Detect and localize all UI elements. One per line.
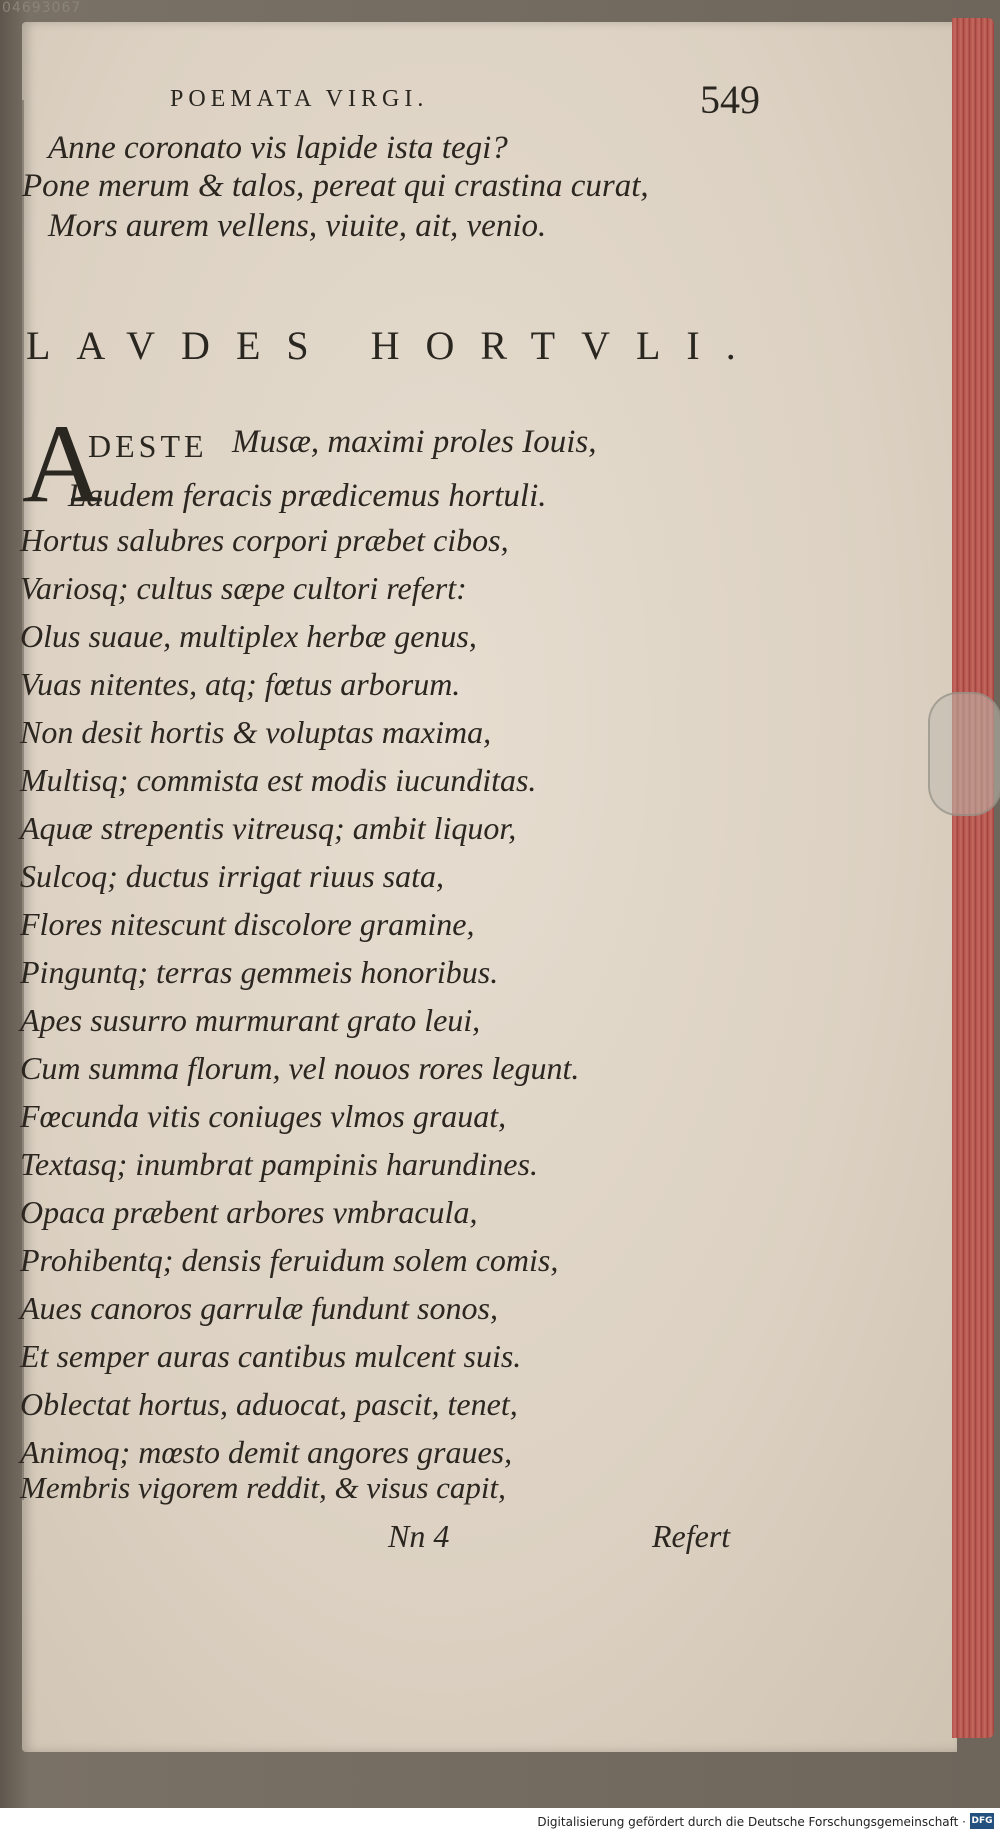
- page-header: [170, 77, 760, 122]
- scan-watermark: 04693067: [2, 0, 82, 16]
- verse-line: Apes susurro murmurant grato leui,: [20, 1002, 481, 1038]
- carryover-line: Pone merum & talos, pereat qui crastina curat,: [22, 168, 649, 204]
- verse-line: Prohibentq; densis feruidum solem comis,: [20, 1242, 559, 1278]
- page-number: 549: [700, 77, 760, 122]
- poem-title: LAVDES HORTVLI.: [26, 323, 762, 368]
- credit-text: Digitalisierung gefördert durch die Deutsche Forschungsgemeinschaft ·: [537, 1815, 966, 1829]
- verse-line: Oblectat hortus, aduocat, pascit, tenet,: [20, 1386, 518, 1422]
- drop-cap: A: [22, 402, 103, 526]
- verse-line: Et semper auras cantibus mulcent suis.: [20, 1338, 522, 1374]
- dfg-logo-icon: DFG: [970, 1813, 994, 1829]
- verse-line: Aues canoros garrulæ fundunt sonos,: [20, 1290, 498, 1326]
- catchword: Refert: [652, 1518, 731, 1554]
- page-edge: [952, 18, 994, 1738]
- signature-mark: Nn 4: [388, 1518, 450, 1554]
- verse-line: Aquæ strepentis vitreusq; ambit liquor,: [20, 810, 517, 846]
- page-clip: [928, 692, 1000, 816]
- first-line-rest: Musæ, maximi proles Iouis,: [232, 424, 597, 460]
- verse-line: Cum summa florum, vel nouos rores legunt.: [20, 1050, 580, 1086]
- verse-line: Variosq; cultus sæpe cultori refert:: [20, 570, 467, 606]
- carryover-line: Anne coronato vis lapide ista tegi?: [48, 130, 508, 166]
- verse-line: Membris vigorem reddit, & visus capit,: [20, 1470, 506, 1505]
- verse-line: Animoq; mœsto demit angores graues,: [20, 1434, 513, 1470]
- verse-line: Fœcunda vitis coniuges vlmos grauat,: [20, 1098, 507, 1134]
- verse-line: Hortus salubres corpori præbet cibos,: [20, 522, 509, 558]
- verse-line: Pinguntq; terras gemmeis honoribus.: [20, 954, 499, 990]
- first-word: DESTE: [88, 428, 208, 464]
- verse-line: Opaca præbent arbores vmbracula,: [20, 1194, 478, 1230]
- verse-line: Vuas nitentes, atq; fœtus arborum.: [20, 666, 461, 702]
- carryover-line: Mors aurem vellens, viuite, ait, venio.: [48, 208, 547, 244]
- verse-line: Textasq; inumbrat pampinis harundines.: [20, 1146, 538, 1182]
- verse-line: Olus suaue, multiplex herbæ genus,: [20, 618, 477, 654]
- second-line: Laudem feracis prædicemus hortuli.: [68, 478, 547, 514]
- verse-line: Non desit hortis & voluptas maxima,: [20, 714, 492, 750]
- running-head: POEMATA VIRGI.: [170, 86, 429, 112]
- verse-line: Flores nitescunt discolore gramine,: [20, 906, 475, 942]
- verse-line: Sulcoq; ductus irrigat riuus sata,: [20, 858, 445, 894]
- verse-line: Multisq; commista est modis iucunditas.: [20, 762, 537, 798]
